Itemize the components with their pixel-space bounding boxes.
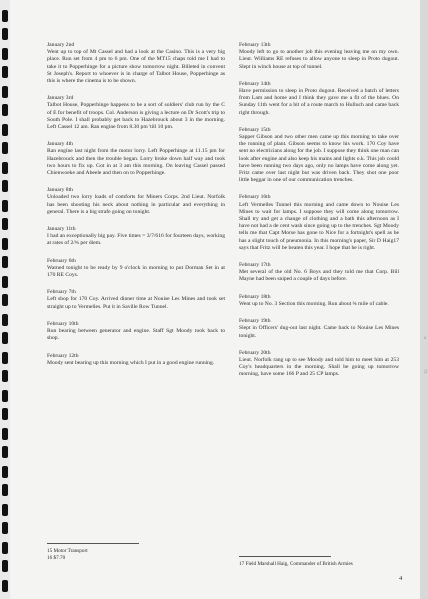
entry-text: Slept in Officers' dug-out last night. Came back to Nouise Les Mines tonight. (239, 325, 399, 339)
binding-hole (2, 86, 8, 98)
binding-hole (2, 142, 8, 154)
binding-hole (2, 560, 8, 572)
entry-date: January 4th (47, 141, 73, 148)
binding-hole (2, 294, 8, 306)
entry-text: Unloaded two lorry loads of comforts for Miners Corps. 2nd Lieut. Norfolk has been shooting his neck about nothing in particular and everything in general. There is a big strafe going on tonight. (47, 194, 225, 215)
binding-hole (2, 48, 8, 60)
entry-date: January 8th (47, 187, 73, 194)
margin-mark: a (424, 336, 427, 341)
entry-date: February 16th (239, 194, 271, 201)
entry-date: February 18th (239, 293, 271, 300)
entry-date: January 11th (47, 226, 76, 233)
binding-hole (2, 484, 8, 496)
footnotes-right (239, 556, 409, 568)
diary-entry (47, 187, 225, 216)
binding-hole (2, 446, 8, 458)
entry-text: Left shop for 170 Coy. Arrived dinner time at Nouise Les Mines and took set straight up to Vermelles. Put it in Saville Row Tunnel. (47, 296, 225, 310)
footnotes-left (47, 543, 225, 562)
binding-hole (2, 542, 8, 554)
binding-hole (2, 10, 8, 22)
binding-hole (2, 522, 8, 534)
diary-entry (239, 42, 399, 71)
diary-column-left (47, 42, 225, 377)
entry-date: February 15th (239, 126, 271, 133)
entry-date: January 2nd (47, 42, 75, 48)
entry-date: February 10th (47, 320, 79, 327)
diary-entry (239, 194, 399, 252)
binding-hole (2, 408, 8, 420)
binding-hole (2, 332, 8, 344)
diary-column-right (239, 42, 399, 389)
binding-hole (2, 180, 8, 192)
entry-date: February 19th (239, 318, 271, 325)
entry-text: I had an exceptionally big pay. Five times = 3/7/616 for fourteen days, working at rates of 2/¾ per diem. (47, 233, 225, 247)
entry-text: Met several of the old No. 6 Boys and they told me that Corp. Bill Mayne had been sniped a couple of days before. (239, 269, 399, 283)
footnote: 15 Motor Transport (47, 548, 88, 554)
entry-text: Warned tonight to be ready by 9 o'clock in morning to put Dorman Set in at 170 RE Coys. (47, 264, 225, 279)
margin-mark: |2 (424, 370, 428, 375)
entry-text: Left Vermelles Tunnel this morning and came down to Nouise Les Mines to wait for lamps. I suppose they will come along tomorrow. Shall try and get a change of clothing and a bath this afternoon as I have not had a de cent wash since going up to the trenches. Sgt Moody tells me that Capt Morse has gone to Nice for a fortnight's spell as he has a slight touch of pneumonia. In this morning's paper, Sir D Haig17 says that Fritz will be beaten this year. I hope that he is right. (239, 201, 399, 251)
binding-hole (2, 314, 8, 326)
page-number: 4 (399, 575, 403, 582)
binding-hole (2, 66, 8, 78)
entry-text: Sapper Gibson and two other men came up this morning to take over the running of plant. Gibson seems to know his work. 170 Coy have sent no electricians along for the job. I suppose they think one man can look after engine and also keep his mains and lights o.k. This job could have been running two days ago, only no lamps have come along yet. Fritz came over last night but was driven back. They shot one poor little beggar in one of our communication trenches. (239, 134, 399, 184)
entry-date: February 7th (47, 289, 76, 296)
diary-entry (47, 353, 225, 367)
binding-hole (2, 238, 8, 250)
binding-hole (2, 256, 8, 268)
entry-text: Moody sent bearing up this morning which I put in a good engine running. (47, 359, 215, 366)
binding-hole (2, 200, 8, 212)
entry-text: Run bearing between generator and engine. Staff Sgt Moody took back to shop. (47, 328, 225, 342)
diary-entry (47, 289, 225, 311)
binding-hole (2, 504, 8, 516)
diary-entry (47, 321, 225, 343)
binding-hole (2, 352, 8, 364)
diary-entry (47, 226, 225, 248)
diary-entry (239, 318, 399, 340)
entry-text: Went up to top of Mt Cassel and had a look at the Casino. This is a very big place. Run set from 4 pm to 6 pm. One of the MT15 chaps told me I had to take it to Popperhinge for a picture show tomorrow night. Billeted in convent St Joseph's. Report to whoever is in charge of Talbot House, Popperhinge as this is where the cinema is to be shown. (47, 49, 225, 85)
binding-hole (2, 370, 8, 382)
diary-entry (47, 141, 225, 177)
entry-text: Went up to No. 3 Section this morning. Run about ¾ mile of cable. (239, 300, 389, 307)
entry-date: February 6th (47, 257, 76, 264)
entry-text: Talbot House, Popperhinge happens to be a sort of soldiers' club run by the C of E for benefit of troops. Col. Anderson is giving a lecture on Dr Scott's trip to South Pole. I shall probably get back to Hazebrouck about 3 in the morning. Left Cassel 12 am. Ran engine from 8.30 pm 'till 10 pm. (47, 102, 225, 131)
footnote: 17 Field Marshall Haig, Commander of British Armies (239, 561, 353, 567)
binding-hole (2, 276, 8, 288)
entry-date: February 20th (239, 349, 271, 356)
entry-text: Ran engine last night from the motor lorry. Left Popperhinge at 11.15 pm for Hazebrouck and then the trouble began. Lorry broke down half way and took two hours to fix up. Got in at 3 am this morning. On leaving Cassel passed Chienwoeke and Abeele and then on to Popperhinge. (47, 148, 225, 177)
diary-entry (239, 294, 399, 308)
entry-text: Have permission to sleep in Proto dugout. Received a batch of letters from Lam and home and I think they gave me a fit of the blues. On Sunday 11th went for a bit of a route march to Hulluch and came back right through. (239, 88, 399, 116)
binding-hole (2, 428, 8, 440)
document-page (10, 0, 428, 599)
diary-entry (239, 350, 399, 379)
binding-hole (2, 28, 8, 40)
entry-date: February 12th (47, 352, 79, 359)
binding-hole (2, 580, 8, 592)
diary-entry (47, 95, 225, 131)
binding-hole (2, 124, 8, 136)
diary-entry (239, 127, 399, 185)
diary-entry (47, 42, 225, 85)
binding-hole (2, 218, 8, 230)
binding-hole (2, 390, 8, 402)
diary-entry (239, 81, 399, 117)
entry-date: February 17th (239, 262, 271, 269)
footnote-rule (47, 543, 139, 544)
diary-entry (47, 258, 225, 280)
entry-date: January 3rd (47, 95, 74, 102)
entry-date: February 14th (239, 80, 271, 87)
entry-text: Lieut. Norfolk rang up to see Moody and told him to meet him at 253 Coy's headquarters in the morning. Shall be going up tomorrow morning, have some 166 P and 25 CP lamps. (239, 356, 399, 378)
diary-entry (239, 262, 399, 284)
binding-hole (2, 162, 8, 174)
footnote: 16 $7.70 (47, 555, 66, 561)
entry-date: February 13th (239, 42, 271, 48)
binding-hole (2, 104, 8, 116)
footnote-rule (239, 556, 331, 557)
binding-hole (2, 466, 8, 478)
entry-text: Moody left to go to another job this evening leaving me on my own. Lieut. Williams RE refuses to allow anyone to sleep in Proto dugout. Slept in winch house at top of tunnel. (239, 49, 399, 70)
